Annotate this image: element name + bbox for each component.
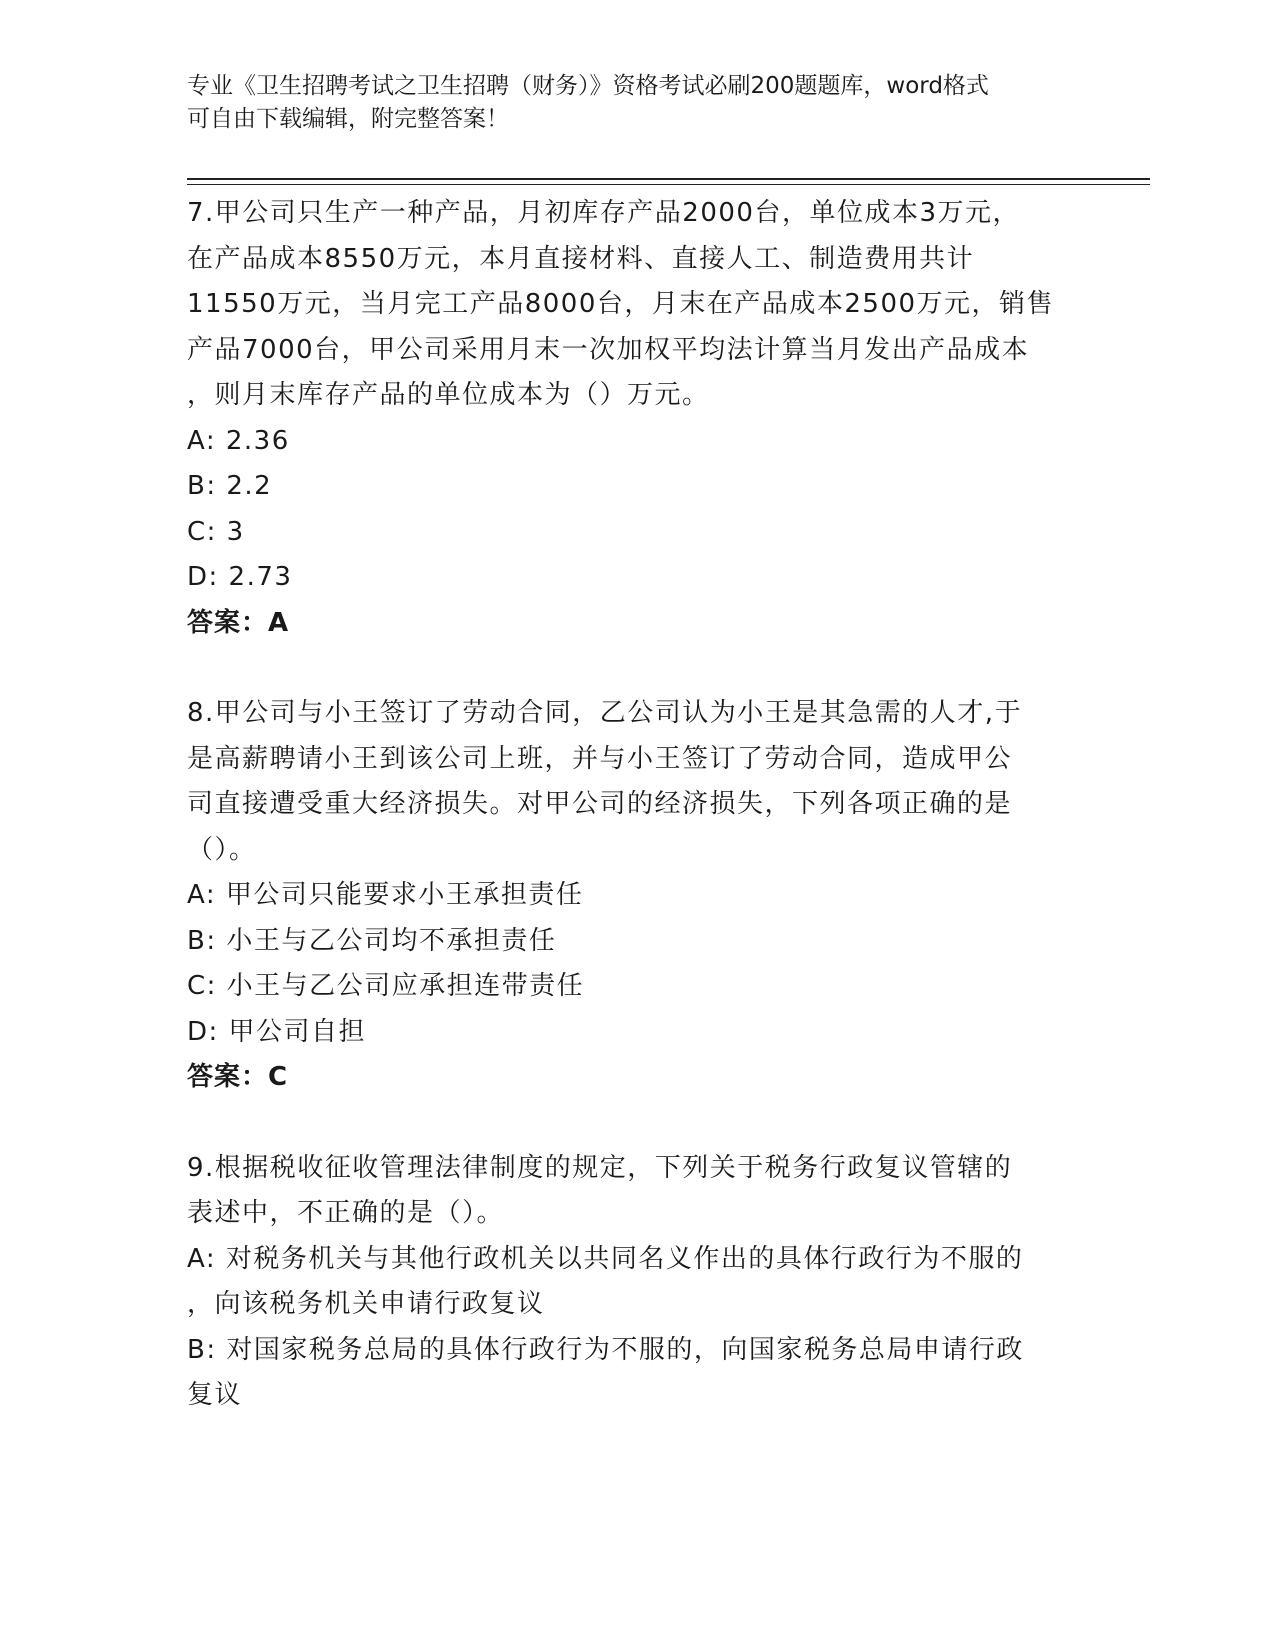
option-d: D: 2.73: [187, 562, 293, 592]
option-a: A: 甲公司只能要求小王承担责任: [187, 880, 584, 910]
question-spacer: [187, 646, 1087, 691]
document-header: [187, 70, 1087, 136]
question-text-line: 7.甲公司只生产一种产品，月初库存产品2000台，单位成本3万元，: [187, 198, 1021, 228]
question-9: [187, 1146, 1087, 1419]
option-b: B: 小王与乙公司均不承担责任: [187, 925, 557, 956]
question-text-line: 8.甲公司与小王签订了劳动合同，乙公司认为小王是其急需的人才,于: [187, 698, 1023, 728]
question-7: [187, 191, 1087, 646]
answer-line: 答案：A: [187, 607, 290, 638]
option-a-continued: ，向该税务机关申请行政复议: [187, 1289, 545, 1319]
option-b-continued: 复议: [187, 1380, 243, 1410]
header-line: 专业《卫生招聘考试之卫生招聘（财务）》资格考试必刷200题题库，word格式: [187, 73, 989, 99]
question-text-line: 9.根据税收征收管理法律制度的规定，下列关于税务行政复议管辖的: [187, 1152, 1013, 1183]
question-text-line: ，则月末库存产品的单位成本为（）万元。: [187, 380, 710, 410]
question-text-line: 是高薪聘请小王到该公司上班，并与小王签订了劳动合同，造成甲公: [187, 743, 1013, 774]
question-text-line: 表述中，不正确的是（）。: [187, 1198, 505, 1228]
questions-body: [187, 191, 1087, 1419]
option-c: C: 小王与乙公司应承担连带责任: [187, 971, 585, 1001]
question-spacer: [187, 1101, 1087, 1146]
header-divider-thick: [187, 178, 1150, 180]
question-text-line: 司直接遭受重大经济损失。对甲公司的经济损失，下列各项正确的是: [187, 789, 1013, 819]
option-b: B: 2.2: [187, 471, 273, 501]
question-text-line: 产品7000台，甲公司采用月末一次加权平均法计算当月发出产品成本: [187, 334, 1030, 365]
question-text-line: 在产品成本8550万元，本月直接材料、直接人工、制造费用共计: [187, 243, 975, 274]
option-c: C: 3: [187, 516, 245, 547]
option-a: A: 对税务机关与其他行政机关以共同名义作出的具体行政行为不服的: [187, 1243, 1024, 1274]
question-text-line: 11550万元，当月完工产品8000台，月末在产品成本2500万元，销售: [187, 289, 1055, 319]
option-b: B: 对国家税务总局的具体行政行为不服的，向国家税务总局申请行政: [187, 1334, 1024, 1365]
option-d: D: 甲公司自担: [187, 1016, 367, 1047]
option-a: A: 2.36: [187, 425, 290, 456]
question-text-line: （）。: [187, 834, 257, 865]
header-line: 可自由下载编辑，附完整答案！: [187, 106, 509, 132]
answer-line: 答案：C: [187, 1062, 289, 1092]
question-8: [187, 691, 1087, 1101]
header-divider-thin: [187, 184, 1150, 185]
